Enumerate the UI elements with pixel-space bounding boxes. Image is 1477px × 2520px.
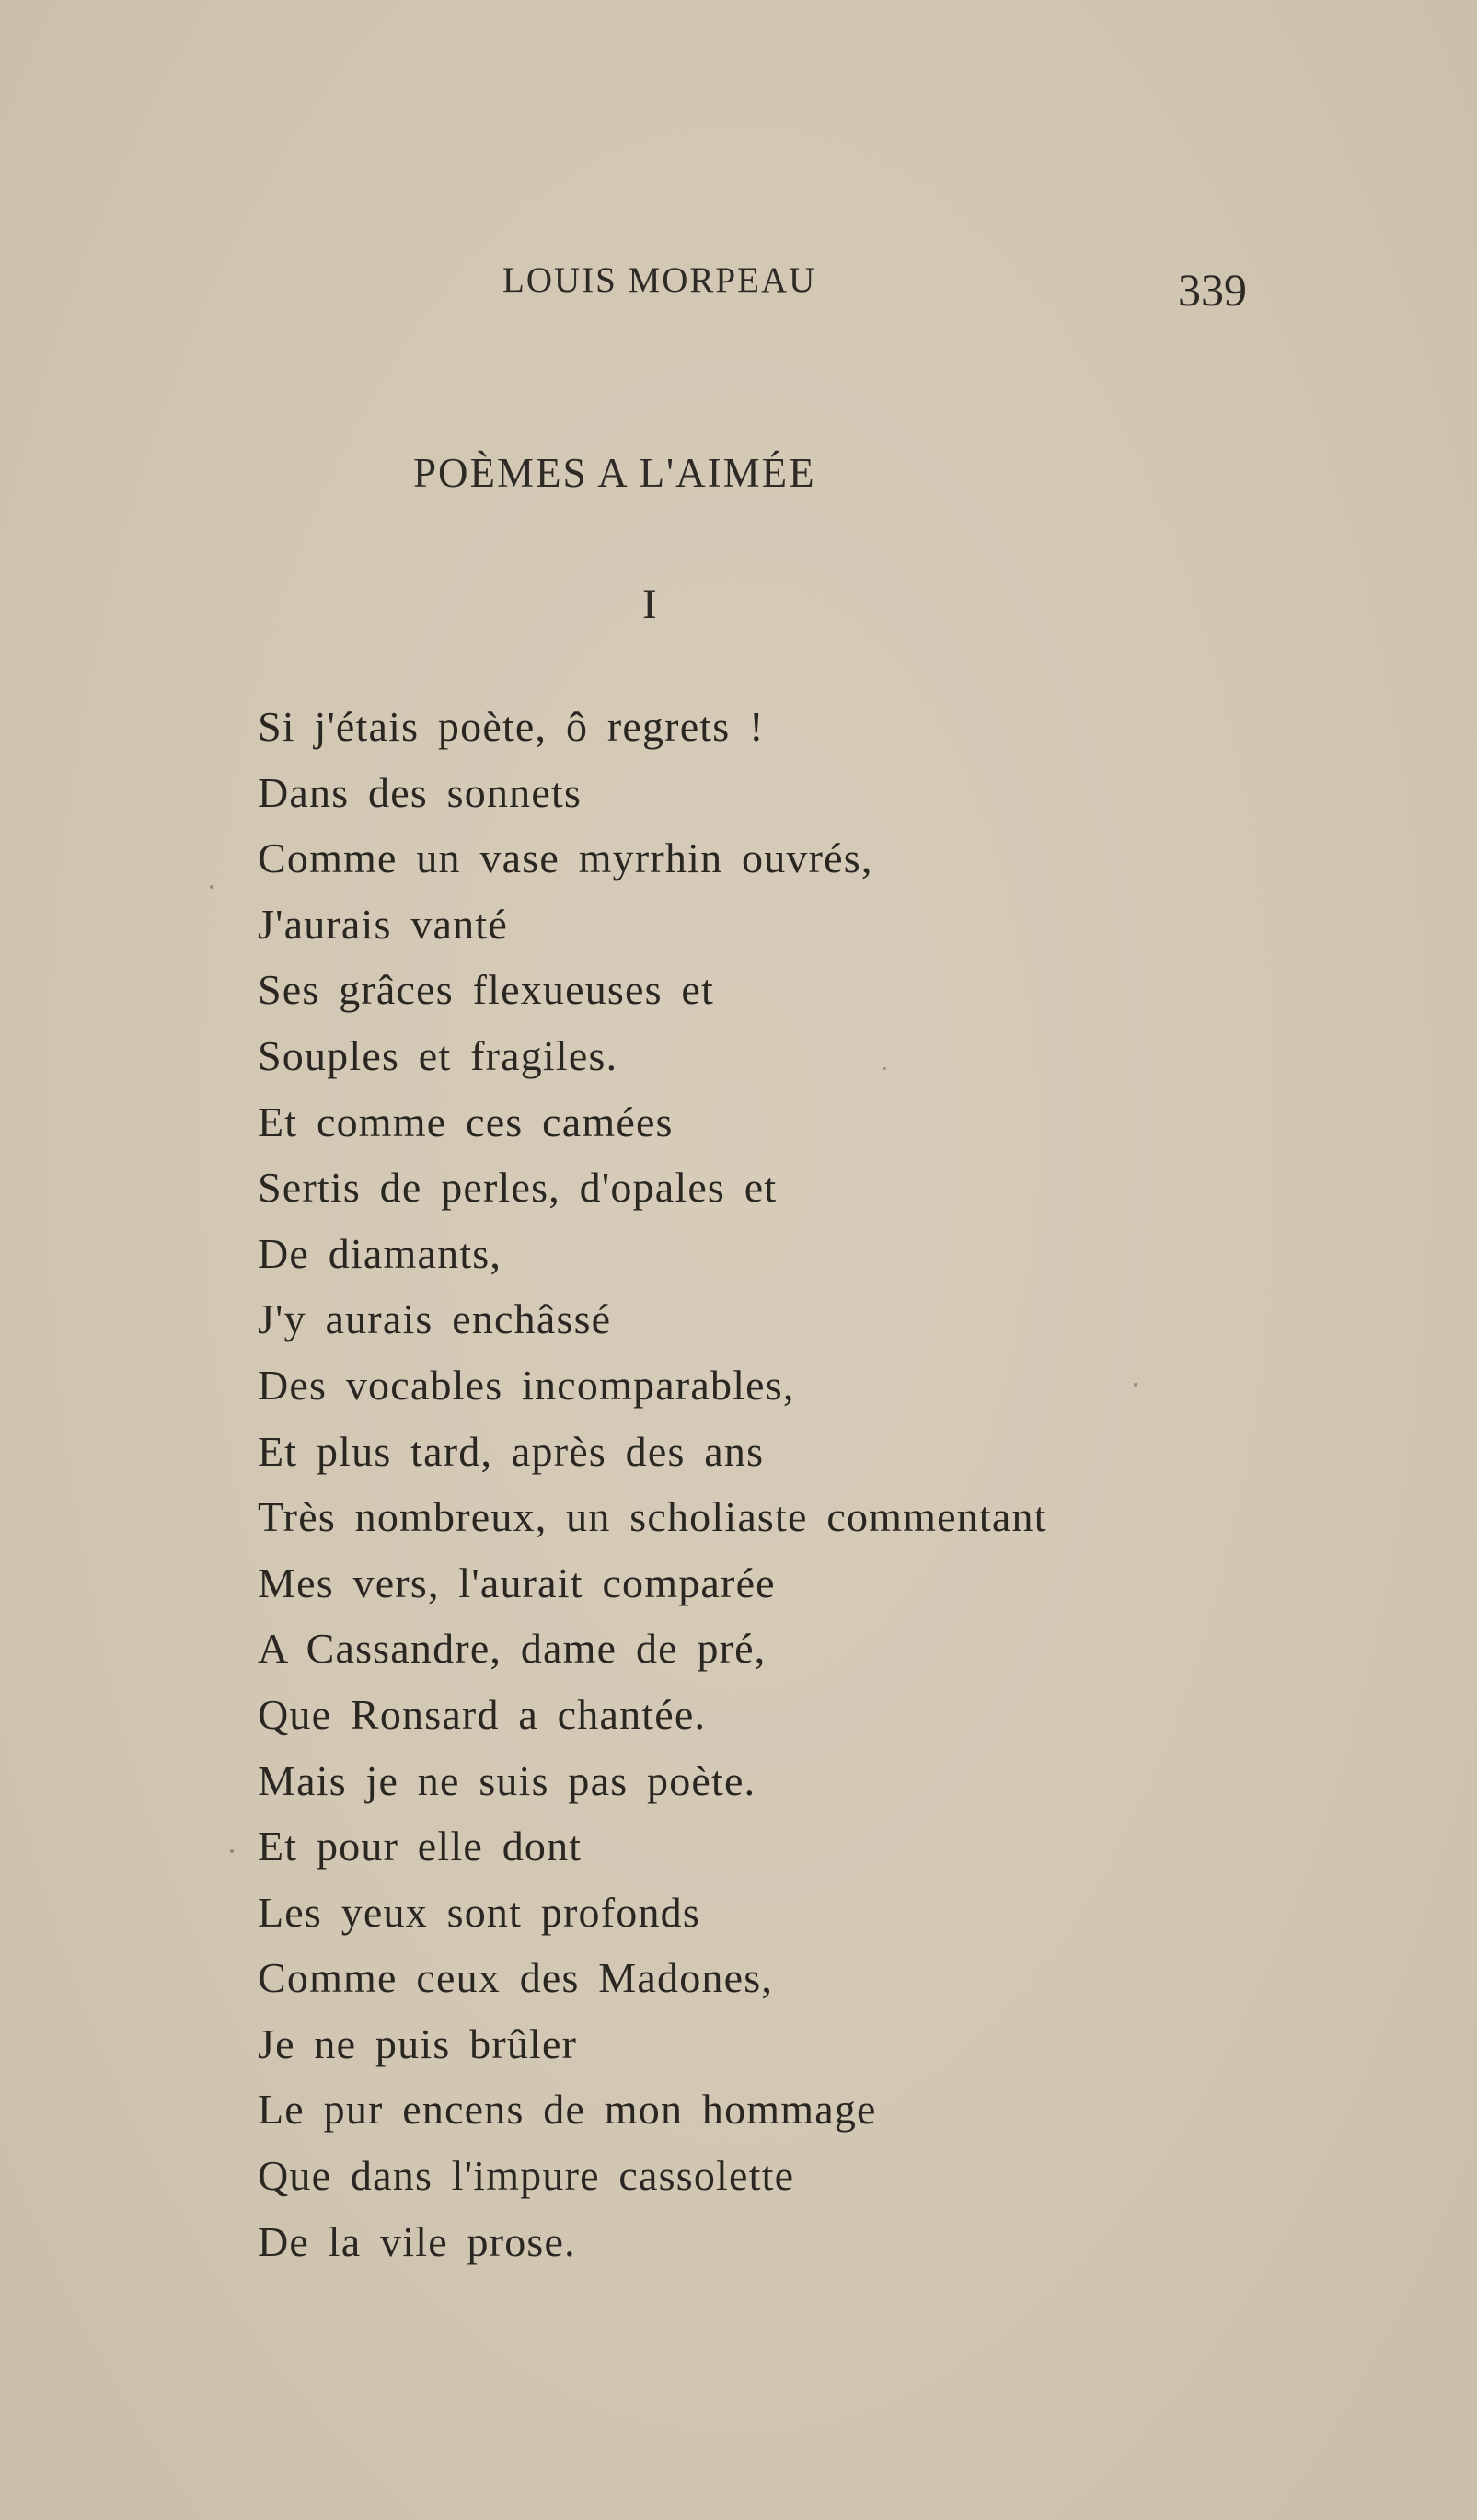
verse-line: Des vocables incomparables,	[258, 1361, 795, 1409]
verse-line: Et pour elle dont	[258, 1823, 583, 1870]
verse-line: J'y aurais enchâssé	[258, 1295, 612, 1343]
verse-line: Mais je ne suis pas poète.	[258, 1756, 756, 1804]
verse-line: De la vile prose.	[258, 2217, 576, 2265]
verse-line: Ses grâces flexueuses et	[258, 966, 715, 1014]
verse-line: Et comme ces camées	[258, 1098, 674, 1145]
verse-line: Que Ronsard a chantée.	[258, 1690, 707, 1738]
verse-line: Je ne puis brûler	[258, 2019, 578, 2067]
verse-line: Si j'étais poète, ô regrets !	[258, 703, 765, 750]
paper-speck	[883, 1067, 886, 1070]
paper-speck	[210, 885, 213, 889]
section-numeral: I	[642, 581, 657, 628]
paper-speck	[1134, 1383, 1137, 1387]
verse-line: A Cassandre, dame de pré,	[258, 1625, 767, 1673]
verse-line: J'aurais vanté	[258, 900, 508, 948]
verse-line: Et plus tard, après des ans	[258, 1427, 765, 1475]
verse-line: Les yeux sont profonds	[258, 1888, 700, 1936]
page-number: 339	[1178, 264, 1247, 316]
verse-line: De diamants,	[258, 1229, 502, 1277]
verse-line: Sertis de perles, d'opales et	[258, 1164, 778, 1212]
poem-title: POÈMES A L'AIMÉE	[413, 450, 816, 496]
verse-line: Le pur encens de mon hommage	[258, 2086, 877, 2134]
verse-line: Dans des sonnets	[258, 768, 583, 816]
verse-line: Très nombreux, un scholiaste commentant	[258, 1493, 1047, 1541]
verse-line: Mes vers, l'aurait comparée	[258, 1559, 776, 1606]
poem-verse	[258, 694, 1047, 2274]
verse-line: Que dans l'impure cassolette	[258, 2152, 795, 2200]
verse-line: Comme ceux des Madones,	[258, 1954, 774, 2002]
verse-line: Souples et fragiles.	[258, 1031, 618, 1079]
paper-speck	[230, 1849, 234, 1853]
running-head-author: LOUIS MORPEAU	[502, 260, 817, 300]
verse-line: Comme un vase myrrhin ouvrés,	[258, 834, 873, 882]
